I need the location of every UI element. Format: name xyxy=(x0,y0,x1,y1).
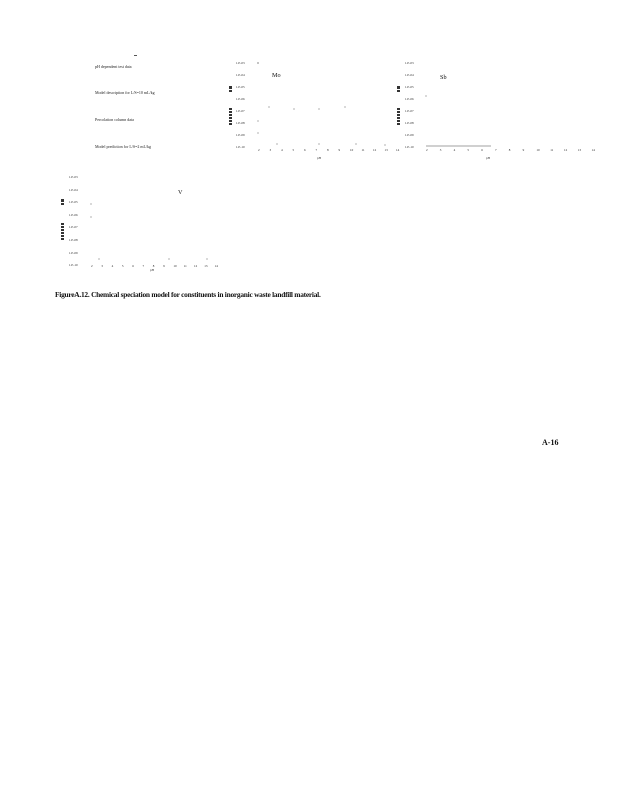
y-tick-label: 1.E-04 xyxy=(69,187,78,192)
y-tick-label: 1.E-03 xyxy=(236,61,245,65)
x-axis-label: pH xyxy=(317,156,321,160)
y-tick-label: 1.E-09 xyxy=(405,133,414,137)
y-tick-label: 1.E-03 xyxy=(69,175,78,179)
y-tick-label: 1.E-05 xyxy=(405,85,414,89)
x-tick-label: 4 xyxy=(111,264,114,268)
data-point xyxy=(99,259,100,260)
x-tick-label: 5 xyxy=(121,264,124,268)
y-tick-label: 1.E-10 xyxy=(236,145,245,149)
chart-sb xyxy=(395,58,605,168)
x-tick-label: 12 xyxy=(373,148,377,152)
y-tick-label: 1.E-07 xyxy=(236,109,245,113)
data-point xyxy=(294,109,295,110)
y-tick-label: 1.E-09 xyxy=(69,250,78,255)
y-tick-label: 1.E-06 xyxy=(405,97,414,101)
x-tick-label: 9 xyxy=(163,264,165,268)
data-point xyxy=(258,133,259,134)
x-tick-label: 12 xyxy=(194,264,198,268)
x-tick-label: 11 xyxy=(183,264,187,268)
x-tick-label: 7 xyxy=(495,148,497,152)
x-tick-label: 13 xyxy=(577,148,581,152)
y-tick-label: 1.E-05 xyxy=(69,200,78,205)
x-tick-label: 3 xyxy=(439,148,442,152)
x-tick-label: 3 xyxy=(101,264,103,268)
x-tick-label: 2 xyxy=(258,148,260,152)
y-tick-label: 1.E-07 xyxy=(69,225,78,230)
element-label: V xyxy=(178,189,183,196)
y-tick-label: 1.E-05 xyxy=(236,85,245,89)
x-tick-label: 14 xyxy=(396,148,400,152)
x-tick-label: 2 xyxy=(91,264,93,268)
data-point xyxy=(319,109,320,110)
y-tick-label: 1.E-10 xyxy=(405,145,414,149)
x-axis-label: pH xyxy=(486,156,490,160)
x-tick-label: 12 xyxy=(564,148,568,152)
x-tick-label: 10 xyxy=(173,264,177,268)
y-tick-label: 1.E-06 xyxy=(236,97,245,101)
x-tick-label: 4 xyxy=(281,148,283,152)
y-tick-label: 1.E-08 xyxy=(236,121,245,125)
y-tick-label: 1.E-08 xyxy=(405,121,414,125)
y-tick-label: 1.E-09 xyxy=(236,133,245,137)
data-point xyxy=(426,96,427,97)
data-point xyxy=(169,259,170,260)
x-tick-label: 8 xyxy=(152,264,155,268)
x-tick-label: 11 xyxy=(550,148,554,152)
x-tick-label: 2 xyxy=(426,148,428,152)
x-tick-label: 7 xyxy=(315,148,318,152)
x-tick-label: 14 xyxy=(214,264,218,268)
y-tick-label: 1.E-10 xyxy=(69,263,78,268)
y-tick-label: 1.E-04 xyxy=(236,73,245,77)
legend-item-model-prediction: Model prediction for L/S=2 mL/kg xyxy=(95,144,152,149)
data-point xyxy=(258,121,259,122)
legend-marker xyxy=(134,55,137,56)
x-axis-label: pH xyxy=(150,268,154,272)
x-tick-label: 8 xyxy=(508,148,511,152)
y-tick-label: 1.E-07 xyxy=(405,109,414,113)
data-point xyxy=(207,259,208,260)
legend-item-model-description: Model description for L/S=10 mL/kg xyxy=(95,90,155,95)
data-point xyxy=(269,107,270,108)
x-tick-label: 9 xyxy=(338,148,341,152)
y-tick-label: 1.E-04 xyxy=(405,73,414,77)
chart-mo xyxy=(225,58,415,168)
x-tick-label: 6 xyxy=(481,148,483,152)
data-point xyxy=(385,145,386,146)
x-tick-label: 5 xyxy=(292,148,295,152)
legend-item-ph-data: pH dependent test data xyxy=(95,64,132,69)
data-point xyxy=(277,144,278,145)
x-tick-label: 4 xyxy=(453,148,456,152)
data-point xyxy=(91,204,92,205)
x-tick-label: 5 xyxy=(467,148,469,152)
element-label: Sb xyxy=(440,74,447,81)
data-point xyxy=(356,144,357,145)
element-label: Mo xyxy=(272,72,281,79)
x-tick-label: 13 xyxy=(384,148,388,152)
x-tick-label: 10 xyxy=(536,148,540,152)
x-tick-label: 11 xyxy=(361,148,365,152)
data-point xyxy=(257,62,258,63)
data-point xyxy=(319,144,320,145)
x-tick-label: 6 xyxy=(304,148,306,152)
x-tick-label: 14 xyxy=(591,148,595,152)
y-tick-label: 1.E-06 xyxy=(69,212,78,217)
x-tick-label: 13 xyxy=(204,264,208,268)
x-tick-label: 9 xyxy=(522,148,525,152)
x-tick-label: 6 xyxy=(132,264,134,268)
x-tick-label: 7 xyxy=(142,264,145,268)
legend-item-percolation: Percolation column data xyxy=(95,117,134,122)
data-point xyxy=(345,107,346,108)
x-tick-label: 3 xyxy=(269,148,272,152)
chart-v xyxy=(55,172,245,282)
figure-caption: FigureA.12. Chemical speciation model for constituents in inorganic waste landfill material. xyxy=(55,290,321,299)
page-number: A-16 xyxy=(542,438,559,447)
x-tick-label: 8 xyxy=(327,148,329,152)
y-tick-label: 1.E-08 xyxy=(69,238,78,242)
data-point xyxy=(91,217,92,218)
x-tick-label: 10 xyxy=(350,148,354,152)
y-tick-label: 1.E-03 xyxy=(405,61,414,65)
